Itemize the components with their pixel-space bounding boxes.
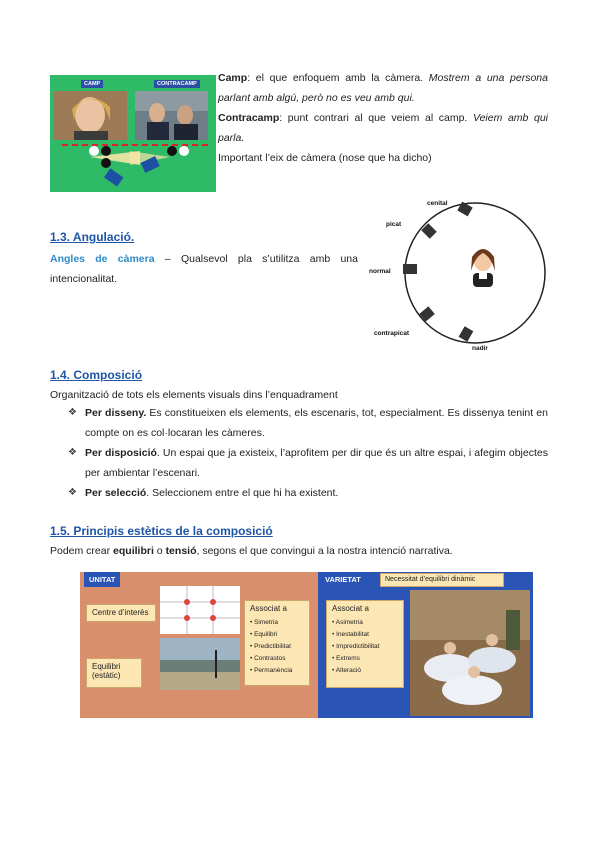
camp-photo <box>54 91 127 140</box>
label-cenital: cenital <box>427 200 448 207</box>
bullet-text: Es constitueixen els elements, els escenaris, tot, especialment. Es dissenya tenint en compte on es col·locaran les càmeres. <box>85 407 548 439</box>
list-item <box>68 443 548 483</box>
diamond-bullet-icon: ❖ <box>68 447 77 458</box>
rule-of-thirds-grid <box>160 586 240 634</box>
contracamp-tag: CONTRACAMP <box>154 80 200 88</box>
list-item: • Extrems <box>332 653 398 665</box>
list-item: • Simetria <box>250 617 304 629</box>
unitat-panel <box>80 572 318 718</box>
list-item: • Permanència <box>250 665 304 677</box>
bullet-text: . Un espai que ja existeix, l’aprofitem per dir que és un altre espai, i afegim objectes per ambientar l’escenari. <box>85 447 548 479</box>
important-note: Important l’eix de càmera (nose que ha dicho) <box>218 152 432 164</box>
bullet-text: . Seleccionem entre el que hi ha existent. <box>146 487 339 499</box>
label-picat: picat <box>386 221 402 228</box>
contracamp-example: Veiem amb qui parla. <box>218 112 548 144</box>
contracamp-definition: : punt contrari al que veiem al camp. <box>279 112 473 124</box>
label-nadir: nadir <box>472 345 488 352</box>
tensio-term: tensió <box>165 545 197 557</box>
varietat-panel <box>318 572 533 718</box>
equilibri-label: Equilibri (estàtic) <box>92 662 121 680</box>
angles-description: – Qualsevol pla s’utilitza amb una intencionalitat. <box>50 253 358 285</box>
section-heading-principis: 1.5. Principis estètics de la composició <box>50 524 273 538</box>
list-item: • Contrastos <box>250 653 304 665</box>
principis-text <box>50 541 550 561</box>
bullet-term: Per disseny. <box>85 407 147 419</box>
section-heading-composicio: 1.4. Composició <box>50 368 143 382</box>
unitat-associat-list <box>245 616 309 678</box>
associat-title: Associat a <box>332 604 369 613</box>
varietat-title: VARIETAT <box>325 575 361 584</box>
label-contrapicat: contrapicat <box>374 330 410 337</box>
angles-term: Angles de càmera <box>50 253 155 265</box>
unitat-title: UNITAT <box>84 572 120 587</box>
bullet-term: Per disposició <box>85 447 157 459</box>
label-normal: normal <box>369 268 391 275</box>
camp-definition: : el que enfoquem amb la càmera. <box>247 72 429 84</box>
section-heading-angulacio: 1.3. Angulació. <box>50 230 135 244</box>
list-item: • Predictibilitat <box>250 641 304 653</box>
camp-contracamp-text <box>218 68 548 168</box>
varietat-subtitle: Necessitat d’equilibri dinàmic <box>385 576 476 583</box>
list-item: • Equilibri <box>250 629 304 641</box>
centre-interes-label: Centre d’interès <box>92 608 149 617</box>
camp-tag: CAMP <box>81 80 103 88</box>
composicio-list <box>68 403 548 503</box>
list-item: • Inestabilitat <box>332 629 398 641</box>
contracamp-term: Contracamp <box>218 112 280 124</box>
varietat-subtitle-box <box>380 573 504 587</box>
centre-interes-box <box>86 604 156 622</box>
camp-term: Camp <box>218 72 248 84</box>
text-fragment: Podem crear <box>50 545 114 557</box>
text-fragment: , segons el que convingui a la nostra intenció narrativa. <box>196 545 453 557</box>
varietat-associat-box <box>326 600 404 688</box>
camera-angles-diagram <box>365 193 565 353</box>
list-item <box>68 403 548 443</box>
camera-axis-diagram <box>50 137 216 192</box>
beach-photo <box>160 638 240 690</box>
camp-contracamp-figure <box>50 75 216 192</box>
associat-title: Associat a <box>250 604 287 613</box>
dancers-painting <box>410 590 530 716</box>
text-fragment: o <box>153 545 166 557</box>
varietat-associat-list <box>327 616 403 678</box>
composicio-intro: Organització de tots els elements visuals dins l’enquadrament <box>50 389 338 401</box>
list-item: • Asimetria <box>332 617 398 629</box>
list-item: • Impredictibilitat <box>332 641 398 653</box>
diamond-bullet-icon: ❖ <box>68 407 77 418</box>
camp-example: Mostrem a una persona parlant amb algú, però no es veu amb qui. <box>218 72 548 104</box>
angulacio-text <box>50 249 358 289</box>
list-item: • Alteració <box>332 665 398 677</box>
contracamp-photo <box>135 91 208 140</box>
list-item <box>68 483 548 503</box>
equilibri-box <box>86 658 142 688</box>
unitat-associat-box <box>244 600 310 686</box>
diamond-bullet-icon: ❖ <box>68 487 77 498</box>
bullet-term: Per selecció <box>85 487 147 499</box>
equilibri-term: equilibri <box>113 545 154 557</box>
